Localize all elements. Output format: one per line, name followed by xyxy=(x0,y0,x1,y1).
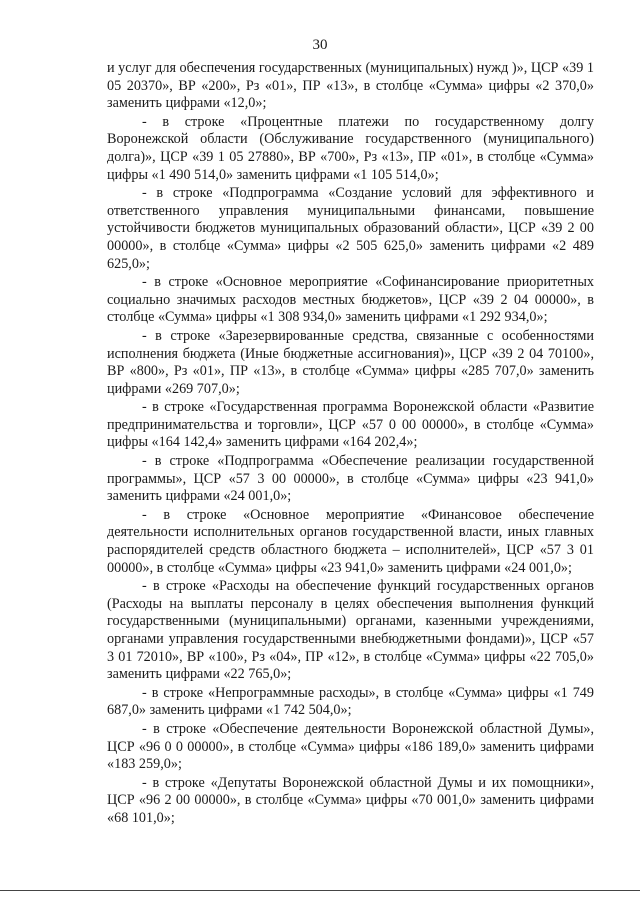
paragraph: - в строке «Основное мероприятие «Софинансирование приоритетных социально значимых расходов местных бюджетов», ЦСР «39 2 04 00000», в столбце «Сумма» цифры «1 308 934,0» заменить цифрами «1 292 934,0»; xyxy=(107,274,594,326)
paragraph: - в строке «Непрограммные расходы», в столбце «Сумма» цифры «1 749 687,0» заменить цифрами «1 742 504,0»; xyxy=(107,684,594,719)
page-number: 30 xyxy=(312,37,328,53)
paragraph: - в строке «Подпрограмма «Обеспечение реализации государственной программы», ЦСР «57 3 00 00000», в столбце «Сумма» цифры «23 941,0» заменить цифрами «24 001,0»; xyxy=(107,453,594,505)
paragraph: - в строке «Государственная программа Воронежской области «Развитие предпринимательства и торговли», ЦСР «57 0 00 00000», в столбце «Сумма» цифры «164 142,4» заменить цифрами «164 202,4»; xyxy=(107,399,594,451)
paragraph: - в строке «Зарезервированные средства, связанные с особенностями исполнения бюджета (Иные бюджетные ассигнования)», ЦСР «39 2 04 70100», ВР «800», Рз «01», ПР «13», в столбце «Сумма» цифры «285 707,0» заменить цифрами «269 707,0»; xyxy=(107,327,594,397)
paragraph: - в строке «Процентные платежи по государственному долгу Воронежской области (Обслуживание государственного (муниципального) долга)», ЦСР «39 1 05 27880», ВР «700», Рз «13», ПР «01», в столбце «Сумма» цифры «1 490 514,0» заменить цифрами «1 105 514,0»; xyxy=(107,113,594,183)
paragraph: - в строке «Основное мероприятие «Финансовое обеспечение деятельности исполнительных органов государственной власти, иных главных распорядителей средств областного бюджета – исполнителей», ЦСР «57 3 01 00000», в столбце «Сумма» цифры «23 941,0» заменить цифрами «24 001,0»; xyxy=(107,506,594,576)
paragraph: - в строке «Расходы на обеспечение функций государственных органов (Расходы на выплаты персоналу в целях обеспечения выполнения функций государственными (муниципальными) органами, казенными учреждениями, органами управления государственными внебюджетными фондами)», ЦСР «57 3 01 72010», ВР «100», Рз «04», ПР «12», в столбце «Сумма» цифры «22 705,0» заменить цифрами «22 765,0»; xyxy=(107,578,594,683)
paragraph: и услуг для обеспечения государственных (муниципальных) нужд )», ЦСР «39 1 05 20370», ВР «200», Рз «01», ПР «13», в столбце «Сумма» цифры «2 370,0» заменить цифрами «12,0»; xyxy=(107,60,594,112)
document-body xyxy=(107,60,594,828)
paragraph: - в строке «Депутаты Воронежской областной Думы и их помощники», ЦСР «96 2 00 00000», в столбце «Сумма» цифры «70 001,0» заменить цифрами «68 101,0»; xyxy=(107,774,594,826)
page-bottom-rule xyxy=(0,890,640,891)
paragraph: - в строке «Подпрограмма «Создание условий для эффективного и ответственного управления муниципальными финансами, повышение устойчивости бюджетов муниципальных образований области», ЦСР «39 2 00 00000», в столбце «Сумма» цифры «2 505 625,0» заменить цифрами «2 489 625,0»; xyxy=(107,185,594,272)
paragraph: - в строке «Обеспечение деятельности Воронежской областной Думы», ЦСР «96 0 0 00000», в столбце «Сумма» цифры «186 189,0» заменить цифрами «183 259,0»; xyxy=(107,720,594,773)
